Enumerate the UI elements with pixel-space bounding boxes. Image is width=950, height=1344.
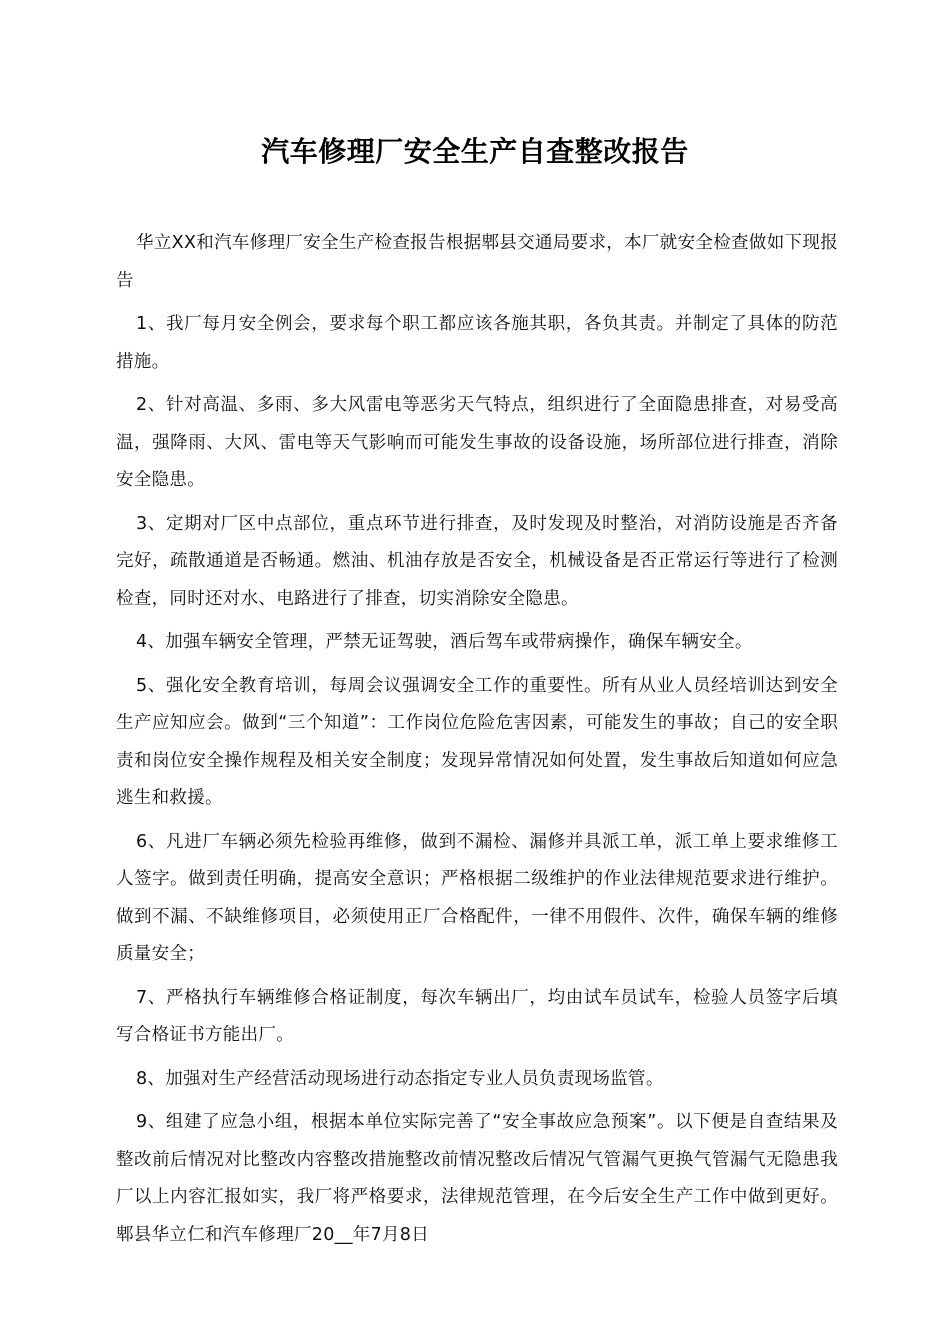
item-paragraph-4: 4、加强车辆安全管理，严禁无证驾驶，酒后驾车或带病操作，确保车辆安全。 [136, 632, 753, 652]
item-paragraph-7: 7、严格执行车辆维修合格证制度，每次车辆出厂，均由试车员试车，检验人员签字后填写合格证书方能出厂。 [116, 987, 838, 1045]
item-paragraph-8: 8、加强对生产经营活动现场进行动态指定专业人员负责现场监管。 [136, 1068, 664, 1089]
item-paragraph-6: 6、凡进厂车辆必须先检验再维修，做到不漏检、漏修并具派工单，派工单上要求维修工人签字。做到责任明确，提高安全意识；严格根据二级维护的作业法律规范要求进行维护。做到不漏、不缺维修项目，必须使用正厂合格配件，一律不用假件、次件，确保车辆的维修质量安全； [116, 831, 838, 964]
document-title: 汽车修理厂安全生产自查整改报告 [261, 135, 689, 168]
item-paragraph-9: 9、组建了应急小组，根据本单位实际完善了“安全事故应急预案”。以下便是自查结果及整改前后情况对比整改内容整改措施整改前情况整改后情况气管漏气更换气管漏气无隐患我厂以上内容汇报如实，我厂将严格要求，法律规范管理，在今后安全生产工作中做到更好。郫县华立仁和汽车修理厂20__年7月8日 [116, 1112, 838, 1245]
intro-paragraph: 华立XX和汽车修理厂安全生产检查报告根据郫县交通局要求，本厂就安全检查做如下现报告 [116, 233, 838, 291]
item-paragraph-5: 5、强化安全教育培训，每周会议强调安全工作的重要性。所有从业人员经培训达到安全生产应知应会。做到“三个知道”：工作岗位危险危害因素，可能发生的事故；自己的安全职责和岗位安全操作规程及相关安全制度；发现异常情况如何处置，发生事故后知道如何应急逃生和救援。 [116, 675, 838, 808]
document-body [116, 225, 838, 1260]
item-paragraph-3: 3、定期对厂区中点部位，重点环节进行排查，及时发现及时整治，对消防设施是否齐备完好，疏散通道是否畅通。燃油、机油存放是否安全，机械设备是否正常运行等进行了检测检查，同时还对水、电路进行了排查，切实消除安全隐患。 [116, 513, 838, 609]
item-paragraph-1: 1、我厂每月安全例会，要求每个职工都应该各施其职，各负其责。并制定了具体的防范措施。 [116, 314, 838, 372]
item-paragraph-2: 2、针对高温、多雨、多大风雷电等恶劣天气特点，组织进行了全面隐患排查，对易受高温，强降雨、大风、雷电等天气影响而可能发生事故的设备设施，场所部位进行排查，消除安全隐患。 [116, 395, 838, 490]
